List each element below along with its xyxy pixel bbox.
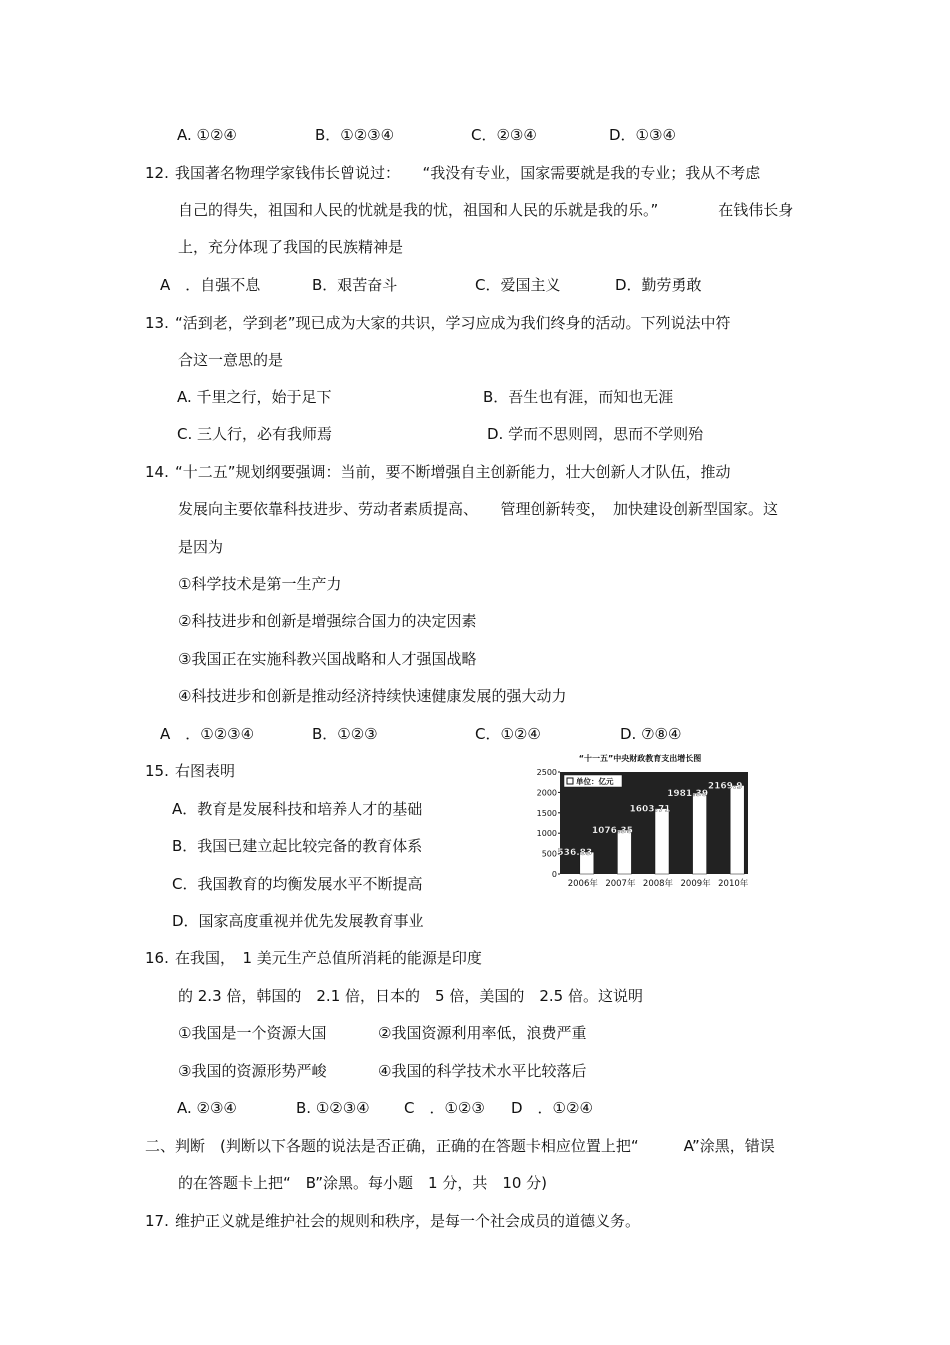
- chart-value-label: 2169.9: [707, 781, 743, 792]
- q13-option-b: B．吾生也有涯，而知也无涯: [483, 388, 674, 406]
- q11-option-c: C．②③④: [471, 126, 537, 144]
- chart-ytick-label: 2000: [536, 788, 557, 798]
- q14-stem-line2: 发展向主要依靠科技进步、劳动者素质提高、 管理创新转变， 加快建设创新型国家。这: [178, 500, 779, 518]
- chart-xtick-label: 2008年: [642, 879, 674, 889]
- q12-number: 12.: [145, 164, 169, 182]
- q16-statement-3: ③我国的资源形势严峻: [178, 1062, 327, 1080]
- q13-number: 13.: [145, 314, 169, 332]
- q14-stem-line3: 是因为: [178, 538, 224, 556]
- q16-option-d: D ．①②④: [511, 1099, 593, 1117]
- chart-title: “十一五”中央财政教育支出增长图: [578, 754, 702, 763]
- chart-ytick-label: 1000: [536, 829, 557, 839]
- q16-statement-1: ①我国是一个资源大国: [178, 1024, 327, 1042]
- chart-bar: [693, 793, 707, 874]
- q12-stem-line1: 我国著名物理学家钱伟长曾说过： “我没有专业，国家需要就是我的专业；我从不考虑: [175, 164, 761, 182]
- chart-bar: [730, 785, 744, 874]
- education-spending-chart: [520, 752, 760, 892]
- q16-statement-2: ②我国资源利用率低，浪费严重: [378, 1024, 587, 1042]
- q16-stem-line2: 的 2.3 倍，韩国的 2.1 倍，日本的 5 倍，美国的 2.5 倍。这说明: [178, 987, 643, 1005]
- q13-option-c: C. 三人行，必有我师焉: [177, 425, 333, 443]
- chart-ytick-label: 2500: [536, 768, 557, 777]
- chart-xtick-label: 2006年: [567, 879, 598, 889]
- q12-option-d: D．勤劳勇敢: [615, 276, 702, 294]
- q13-stem-line1: “活到老，学到老”现已成为大家的共识，学习应成为我们终身的活动。下列说法中符: [175, 314, 731, 332]
- chart-legend-label: 单位：亿元: [576, 777, 614, 786]
- q12-stem-line2: 自己的得失，祖国和人民的忧就是我的忧，祖国和人民的乐就是我的乐。” 在钱伟长身: [178, 201, 794, 219]
- q15-option-c: C．我国教育的均衡发展水平不断提高: [172, 875, 423, 893]
- q16-option-b: B. ①②③④: [296, 1099, 370, 1117]
- chart-bar: [617, 830, 631, 874]
- q14-number: 14.: [145, 463, 169, 481]
- q11-option-d: D．①③④: [609, 126, 676, 144]
- q16-statement-4: ④我国的科学技术水平比较落后: [378, 1062, 587, 1080]
- q15-stem: 右图表明: [175, 762, 236, 780]
- q15-number: 15.: [145, 762, 169, 780]
- chart-legend-swatch: [567, 778, 573, 784]
- q15-option-b: B．我国已建立起比较完备的教育体系: [172, 837, 423, 855]
- section2-heading-line2: 的在答题卡上把“ B”涂黑。每小题 1 分，共 10 分): [178, 1174, 548, 1192]
- q17-stem: 维护正义就是维护社会的规则和秩序，是每一个社会成员的道德义务。: [175, 1212, 641, 1230]
- q12-stem-line3: 上，充分体现了我国的民族精神是: [178, 238, 404, 256]
- q13-option-d: D. 学而不思则罔，思而不学则殆: [487, 425, 704, 443]
- chart-ytick-label: 1500: [536, 808, 557, 818]
- chart-xtick-label: 2010年: [718, 879, 749, 889]
- q15-option-a: A．教育是发展科技和培养人才的基础: [172, 800, 423, 818]
- q13-stem-line2: 合这一意思的是: [178, 351, 284, 369]
- q12-option-c: C．爱国主义: [475, 276, 561, 294]
- q12-option-b: B．艰苦奋斗: [312, 276, 398, 294]
- q11-option-b: B．①②③④: [315, 126, 395, 144]
- q15-option-d: D．国家高度重视并优先发展教育事业: [172, 912, 424, 930]
- q16-option-c: C ．①②③: [404, 1099, 485, 1117]
- q14-option-b: B．①②③: [312, 725, 378, 743]
- q14-statement-1: ①科学技术是第一生产力: [178, 575, 342, 593]
- chart-ytick-label: 0: [551, 870, 557, 879]
- chart-xtick-label: 2007年: [605, 879, 636, 889]
- q14-statement-4: ④科技进步和创新是推动经济持续快速健康发展的强大动力: [178, 687, 567, 705]
- chart-value-label: 1981.39: [667, 789, 709, 800]
- q14-option-c: C．①②④: [475, 725, 541, 743]
- chart-value-label: 1603.71: [629, 804, 671, 815]
- chart-bar: [655, 809, 669, 874]
- chart-xtick-label: 2009年: [680, 879, 711, 889]
- chart-value-label: 536.83: [557, 848, 593, 859]
- q14-stem-line1: “十二五”规划纲要强调：当前，要不断增强自主创新能力，壮大创新人才队伍，推动: [175, 463, 731, 481]
- q16-option-a: A. ②③④: [177, 1099, 237, 1117]
- q17-number: 17.: [145, 1212, 169, 1230]
- q14-option-d: D. ⑦⑧④: [620, 725, 682, 743]
- chart-ytick-label: 500: [541, 849, 557, 859]
- q12-option-a: A ．自强不息: [160, 276, 261, 294]
- q14-statement-3: ③我国正在实施科教兴国战略和人才强国战略: [178, 650, 477, 668]
- q13-option-a: A. 千里之行，始于足下: [177, 388, 332, 406]
- chart-value-label: 1076.35: [591, 826, 633, 837]
- q14-statement-2: ②科技进步和创新是增强综合国力的决定因素: [178, 612, 477, 630]
- q16-number: 16.: [145, 949, 169, 967]
- q11-option-a: A. ①②④: [177, 126, 237, 144]
- section2-heading-line1: 二、判断 (判断以下各题的说法是否正确，正确的在答题卡相应位置上把“ A”涂黑，错误: [145, 1137, 775, 1155]
- q16-stem-line1: 在我国， 1 美元生产总值所消耗的能源是印度: [175, 949, 482, 967]
- q14-option-a: A ．①②③④: [160, 725, 255, 743]
